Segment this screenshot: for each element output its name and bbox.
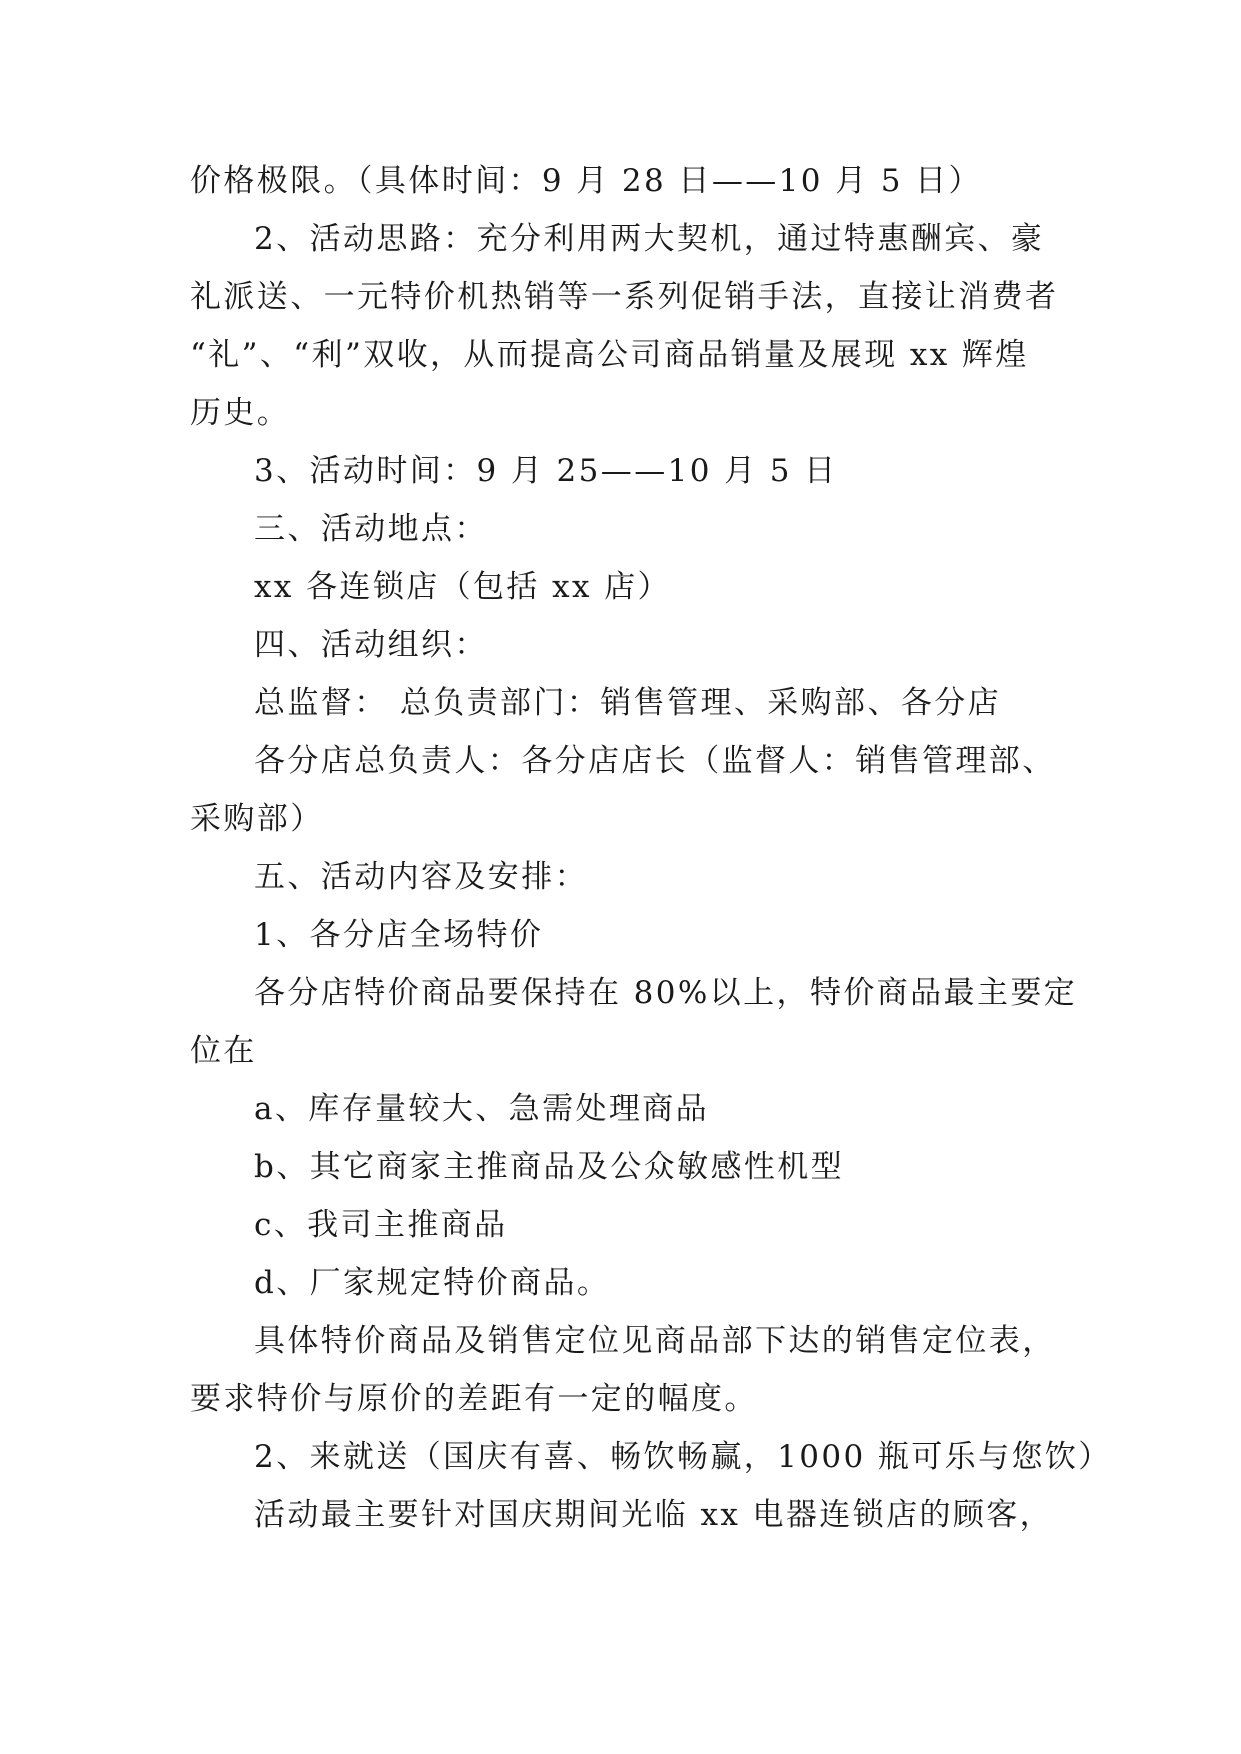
text-line: 各分店总负责人：各分店店长（监督人：销售管理部、 [254,743,1056,779]
document-body [190,152,1112,1544]
section-heading: 三、活动地点： [254,511,488,547]
text-line: 位在 [190,1033,257,1069]
text-line: 各分店特价商品要保持在 80%以上，特价商品最主要定 [254,975,1078,1011]
section-heading: 五、活动内容及安排： [254,859,588,895]
text-line: 2、活动思路：充分利用两大契机，通过特惠酬宾、豪 [254,221,1045,257]
text-line: 活动最主要针对国庆期间光临 xx 电器连锁店的顾客， [254,1497,1054,1533]
text-line: 2、来就送（国庆有喜、畅饮畅赢，1000 瓶可乐与您饮） [254,1439,1112,1475]
text-line: 具体特价商品及销售定位见商品部下达的销售定位表， [254,1323,1056,1359]
text-line: 历史。 [190,395,291,431]
text-line: xx 各连锁店（包括 xx 店） [254,569,671,605]
text-line: 价格极限。（具体时间：9 月 28 日——10 月 5 日） [190,163,982,199]
text-line: 礼派送、一元特价机热销等一系列促销手法，直接让消费者 [190,279,1059,315]
list-item: b、其它商家主推商品及公众敏感性机型 [254,1149,845,1185]
section-heading: 四、活动组织： [254,627,488,663]
list-item: a、库存量较大、急需处理商品 [254,1091,710,1127]
text-line: 总监督： 总负责部门：销售管理、采购部、各分店 [254,685,1002,721]
text-line: 3、活动时间：9 月 25——10 月 5 日 [254,453,838,489]
text-line: “礼”、“利”双收，从而提高公司商品销量及展现 xx 辉煌 [190,337,1029,373]
text-line: 要求特价与原价的差距有一定的幅度。 [190,1381,758,1417]
list-item: d、厂家规定特价商品。 [254,1265,611,1301]
text-line: 1、各分店全场特价 [254,917,544,953]
text-line: 采购部） [190,801,324,837]
list-item: c、我司主推商品 [254,1207,508,1243]
